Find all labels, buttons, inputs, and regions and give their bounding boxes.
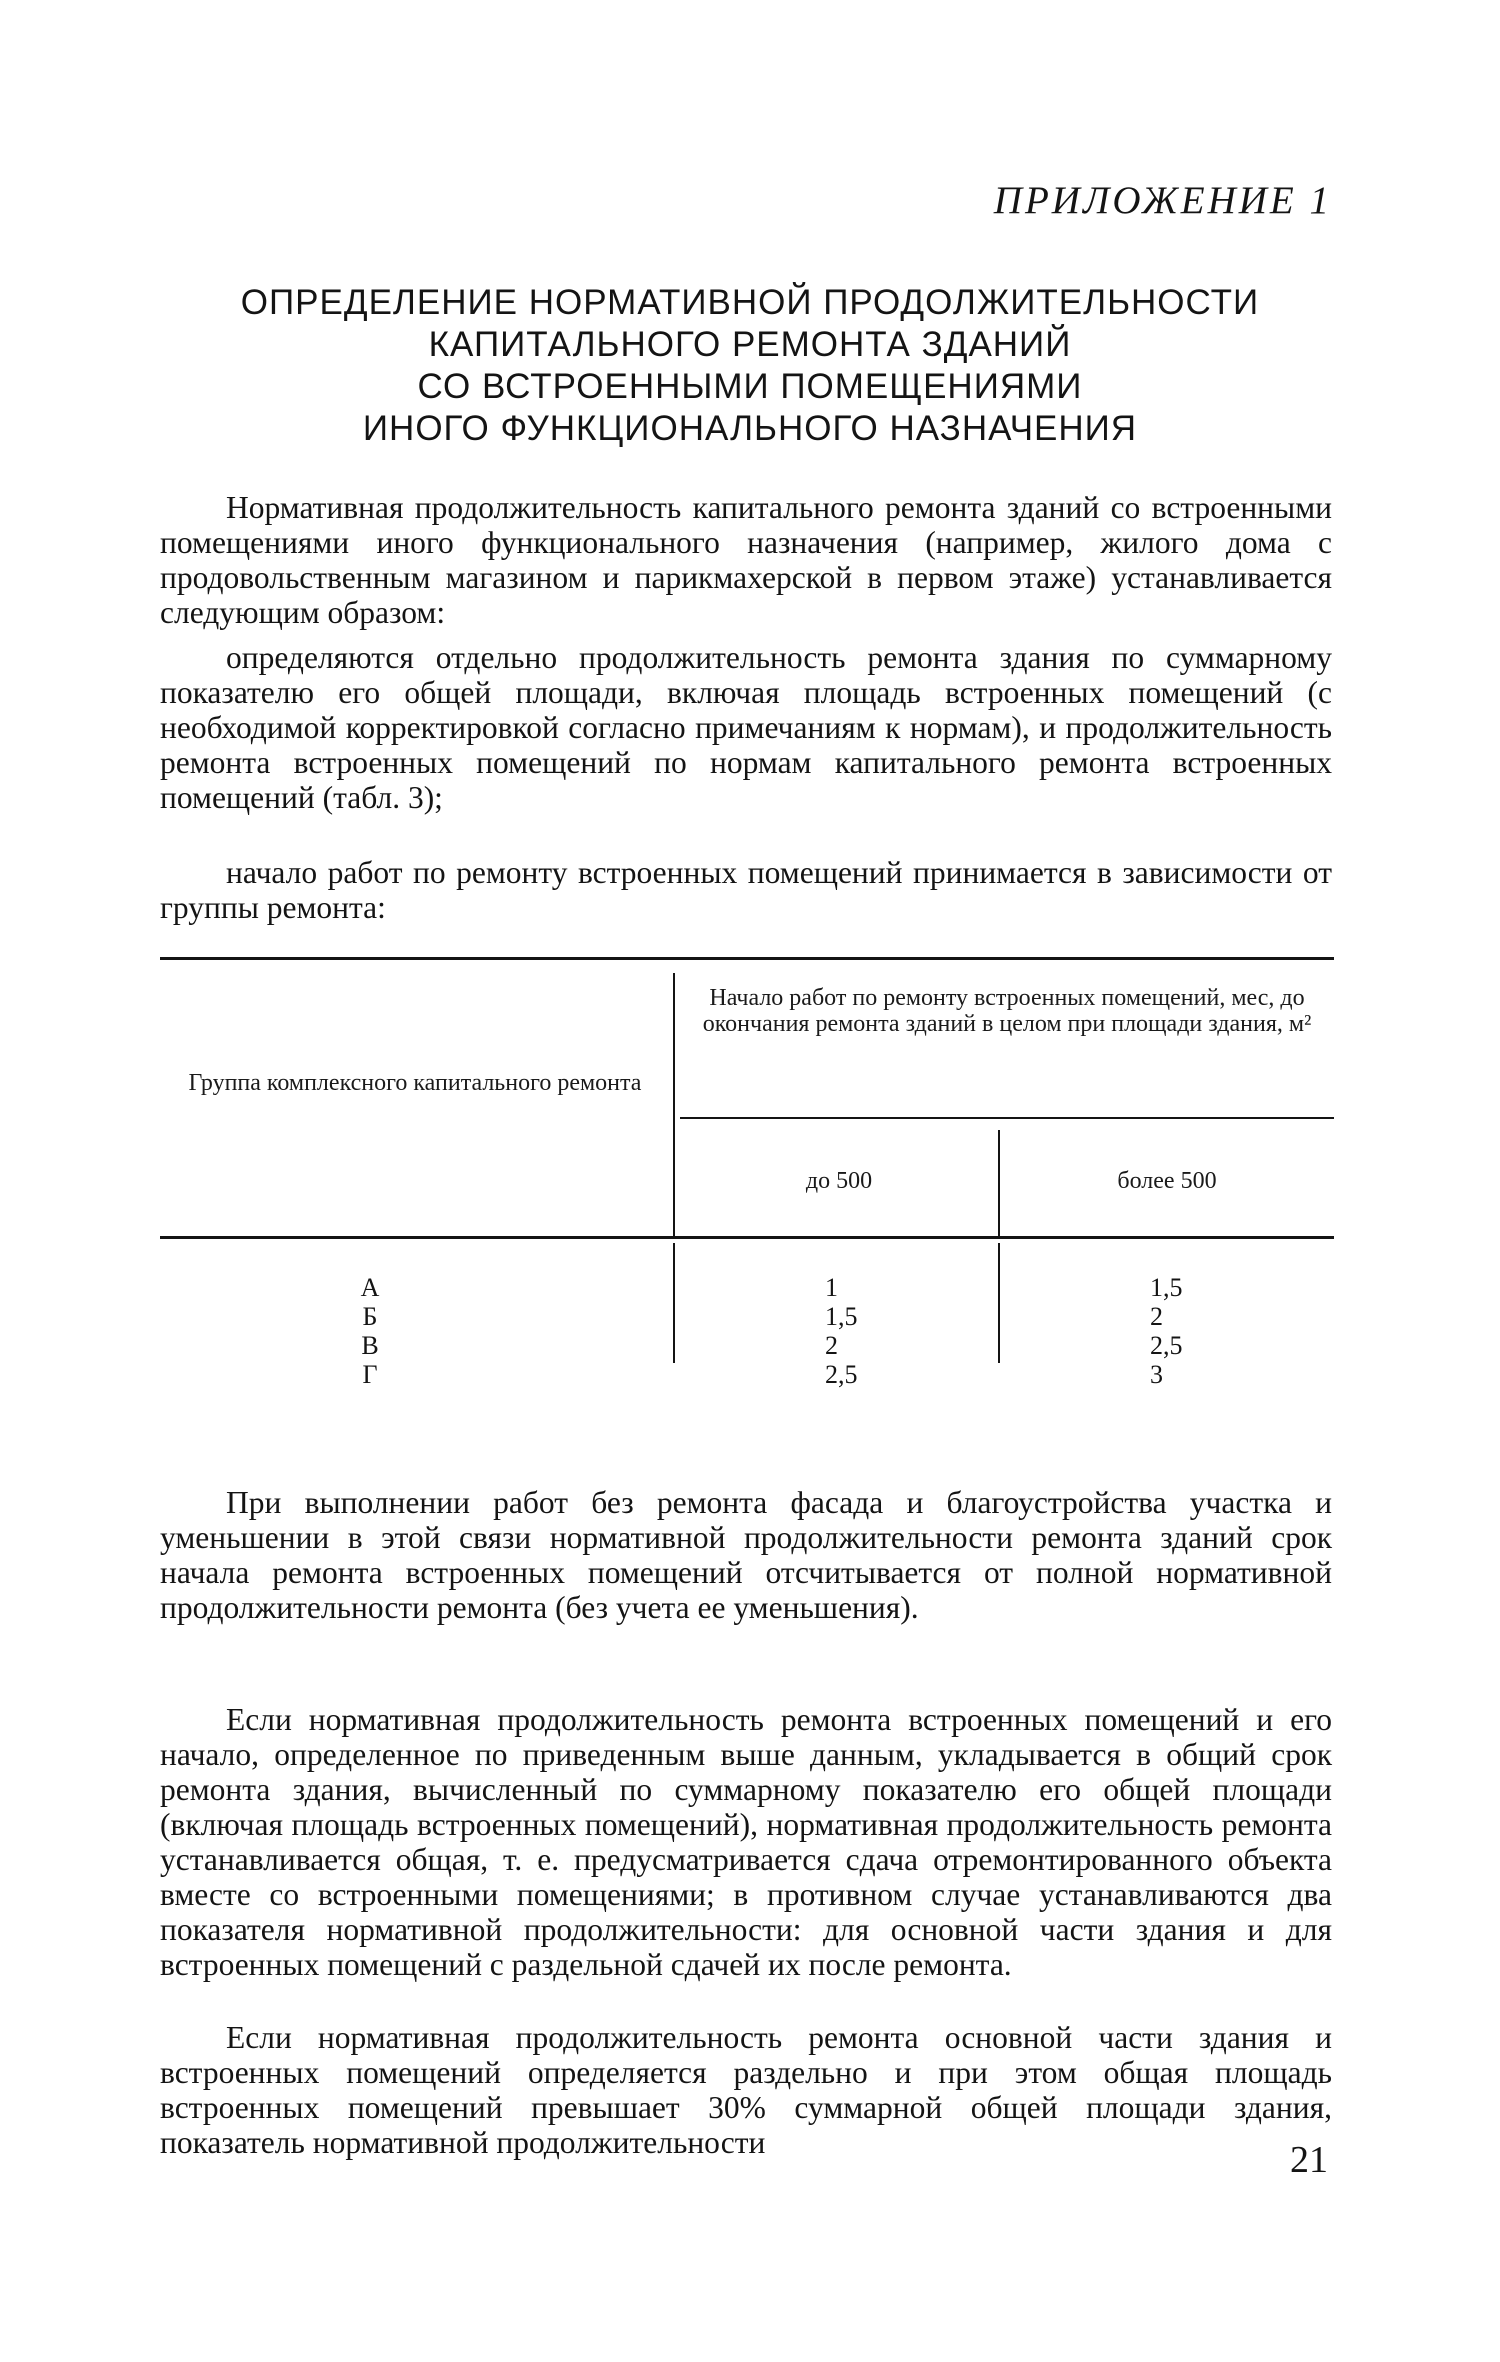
table-cell-small: 2,5 xyxy=(825,1360,858,1389)
table-column-divider xyxy=(673,1243,675,1363)
table-cell-group: Б xyxy=(362,1302,378,1331)
title-line: ИНОГО ФУНКЦИОНАЛЬНОГО НАЗНАЧЕНИЯ xyxy=(362,409,1138,448)
intro-paragraph: начало работ по ремонту встроенных помещений принимается в зависимости от группы ремонта: xyxy=(160,855,1332,925)
table-header-start: Начало работ по ремонту встроенных помещений, мес, до окончания ремонта зданий в целом при площади здания, м² xyxy=(702,985,1312,1037)
title-line: СО ВСТРОЕННЫМИ ПОМЕЩЕНИЯМИ xyxy=(417,367,1083,406)
table-cell-small: 2 xyxy=(825,1331,838,1360)
table-header-group: Группа комплексного капитального ремонта xyxy=(188,1070,642,1096)
table-column-divider xyxy=(673,973,675,1237)
table-column-area-small xyxy=(825,1273,905,1389)
table-cell-group: Г xyxy=(362,1360,378,1389)
table-cell-group: А xyxy=(360,1273,380,1302)
table-column-group xyxy=(340,1273,400,1389)
table-subheader-rule xyxy=(680,1117,1334,1119)
table-column-divider xyxy=(998,1243,1000,1363)
table-header-area-large: более 500 xyxy=(1117,1168,1217,1194)
table-cell-large: 3 xyxy=(1150,1360,1163,1389)
appendix-label: ПРИЛОЖЕНИЕ 1 xyxy=(993,179,1332,222)
intro-paragraph: Нормативная продолжительность капитального ремонта зданий со встроенными помещениями иного функционального назначения (например, жилого дома с продовольственным магазином и парикмахерской в первом этаже) устанавливается следующим образом: xyxy=(160,490,1332,630)
body-paragraph: Если нормативная продолжительность ремонта встроенных помещений и его начало, определенное по приведенным выше данным, укладывается в общий срок ремонта здания, вычисленный по суммарному показателю его общей площади (включая площадь встроенных помещений), нормативная продолжительность ремонта устанавливается общая, т. е. предусматривается сдача отремонтированного объекта вместе со встроенными помещениями; в противном случае устанавливаются два показателя нормативной продолжительности: для основной части здания и для встроенных помещений с раздельной сдачей их после ремонта. xyxy=(160,1702,1332,1982)
title-line: ОПРЕДЕЛЕНИЕ НОРМАТИВНОЙ ПРОДОЛЖИТЕЛЬНОСТИ xyxy=(240,283,1260,322)
table-header-area-small: до 500 xyxy=(805,1168,873,1194)
document-title xyxy=(160,282,1340,450)
table-top-rule xyxy=(160,957,1334,960)
body-paragraph: При выполнении работ без ремонта фасада и благоустройства участка и уменьшении в этой связи нормативной продолжительности ремонта зданий срок начала ремонта встроенных помещений отсчитывается от полной нормативной продолжительности ремонта (без учета ее уменьшения). xyxy=(160,1485,1332,1625)
body-paragraph: Если нормативная продолжительность ремонта основной части здания и встроенных помещений определяется раздельно и при этом общая площадь встроенных помещений превышает 30% суммарной общей площади здания, показатель нормативной продолжительности xyxy=(160,2020,1332,2160)
table-cell-large: 2,5 xyxy=(1150,1331,1183,1360)
title-line: КАПИТАЛЬНОГО РЕМОНТА ЗДАНИЙ xyxy=(428,325,1072,364)
table-column-area-large xyxy=(1150,1273,1230,1389)
repair-start-table xyxy=(160,955,1334,1415)
page-number: 21 xyxy=(1290,2139,1328,2181)
table-cell-small: 1 xyxy=(825,1273,838,1302)
table-cell-small: 1,5 xyxy=(825,1302,858,1331)
table-header-rule xyxy=(160,1236,1334,1239)
intro-paragraph: определяются отдельно продолжительность ремонта здания по суммарному показателю его общей площади, включая площадь встроенных помещений (с необходимой корректировкой согласно примечаниям к нормам), и продолжительность ремонта встроенных помещений по нормам капитального ремонта встроенных помещений (табл. 3); xyxy=(160,640,1332,815)
table-cell-large: 1,5 xyxy=(1150,1273,1183,1302)
table-cell-large: 2 xyxy=(1150,1302,1163,1331)
table-cell-group: В xyxy=(361,1331,379,1360)
